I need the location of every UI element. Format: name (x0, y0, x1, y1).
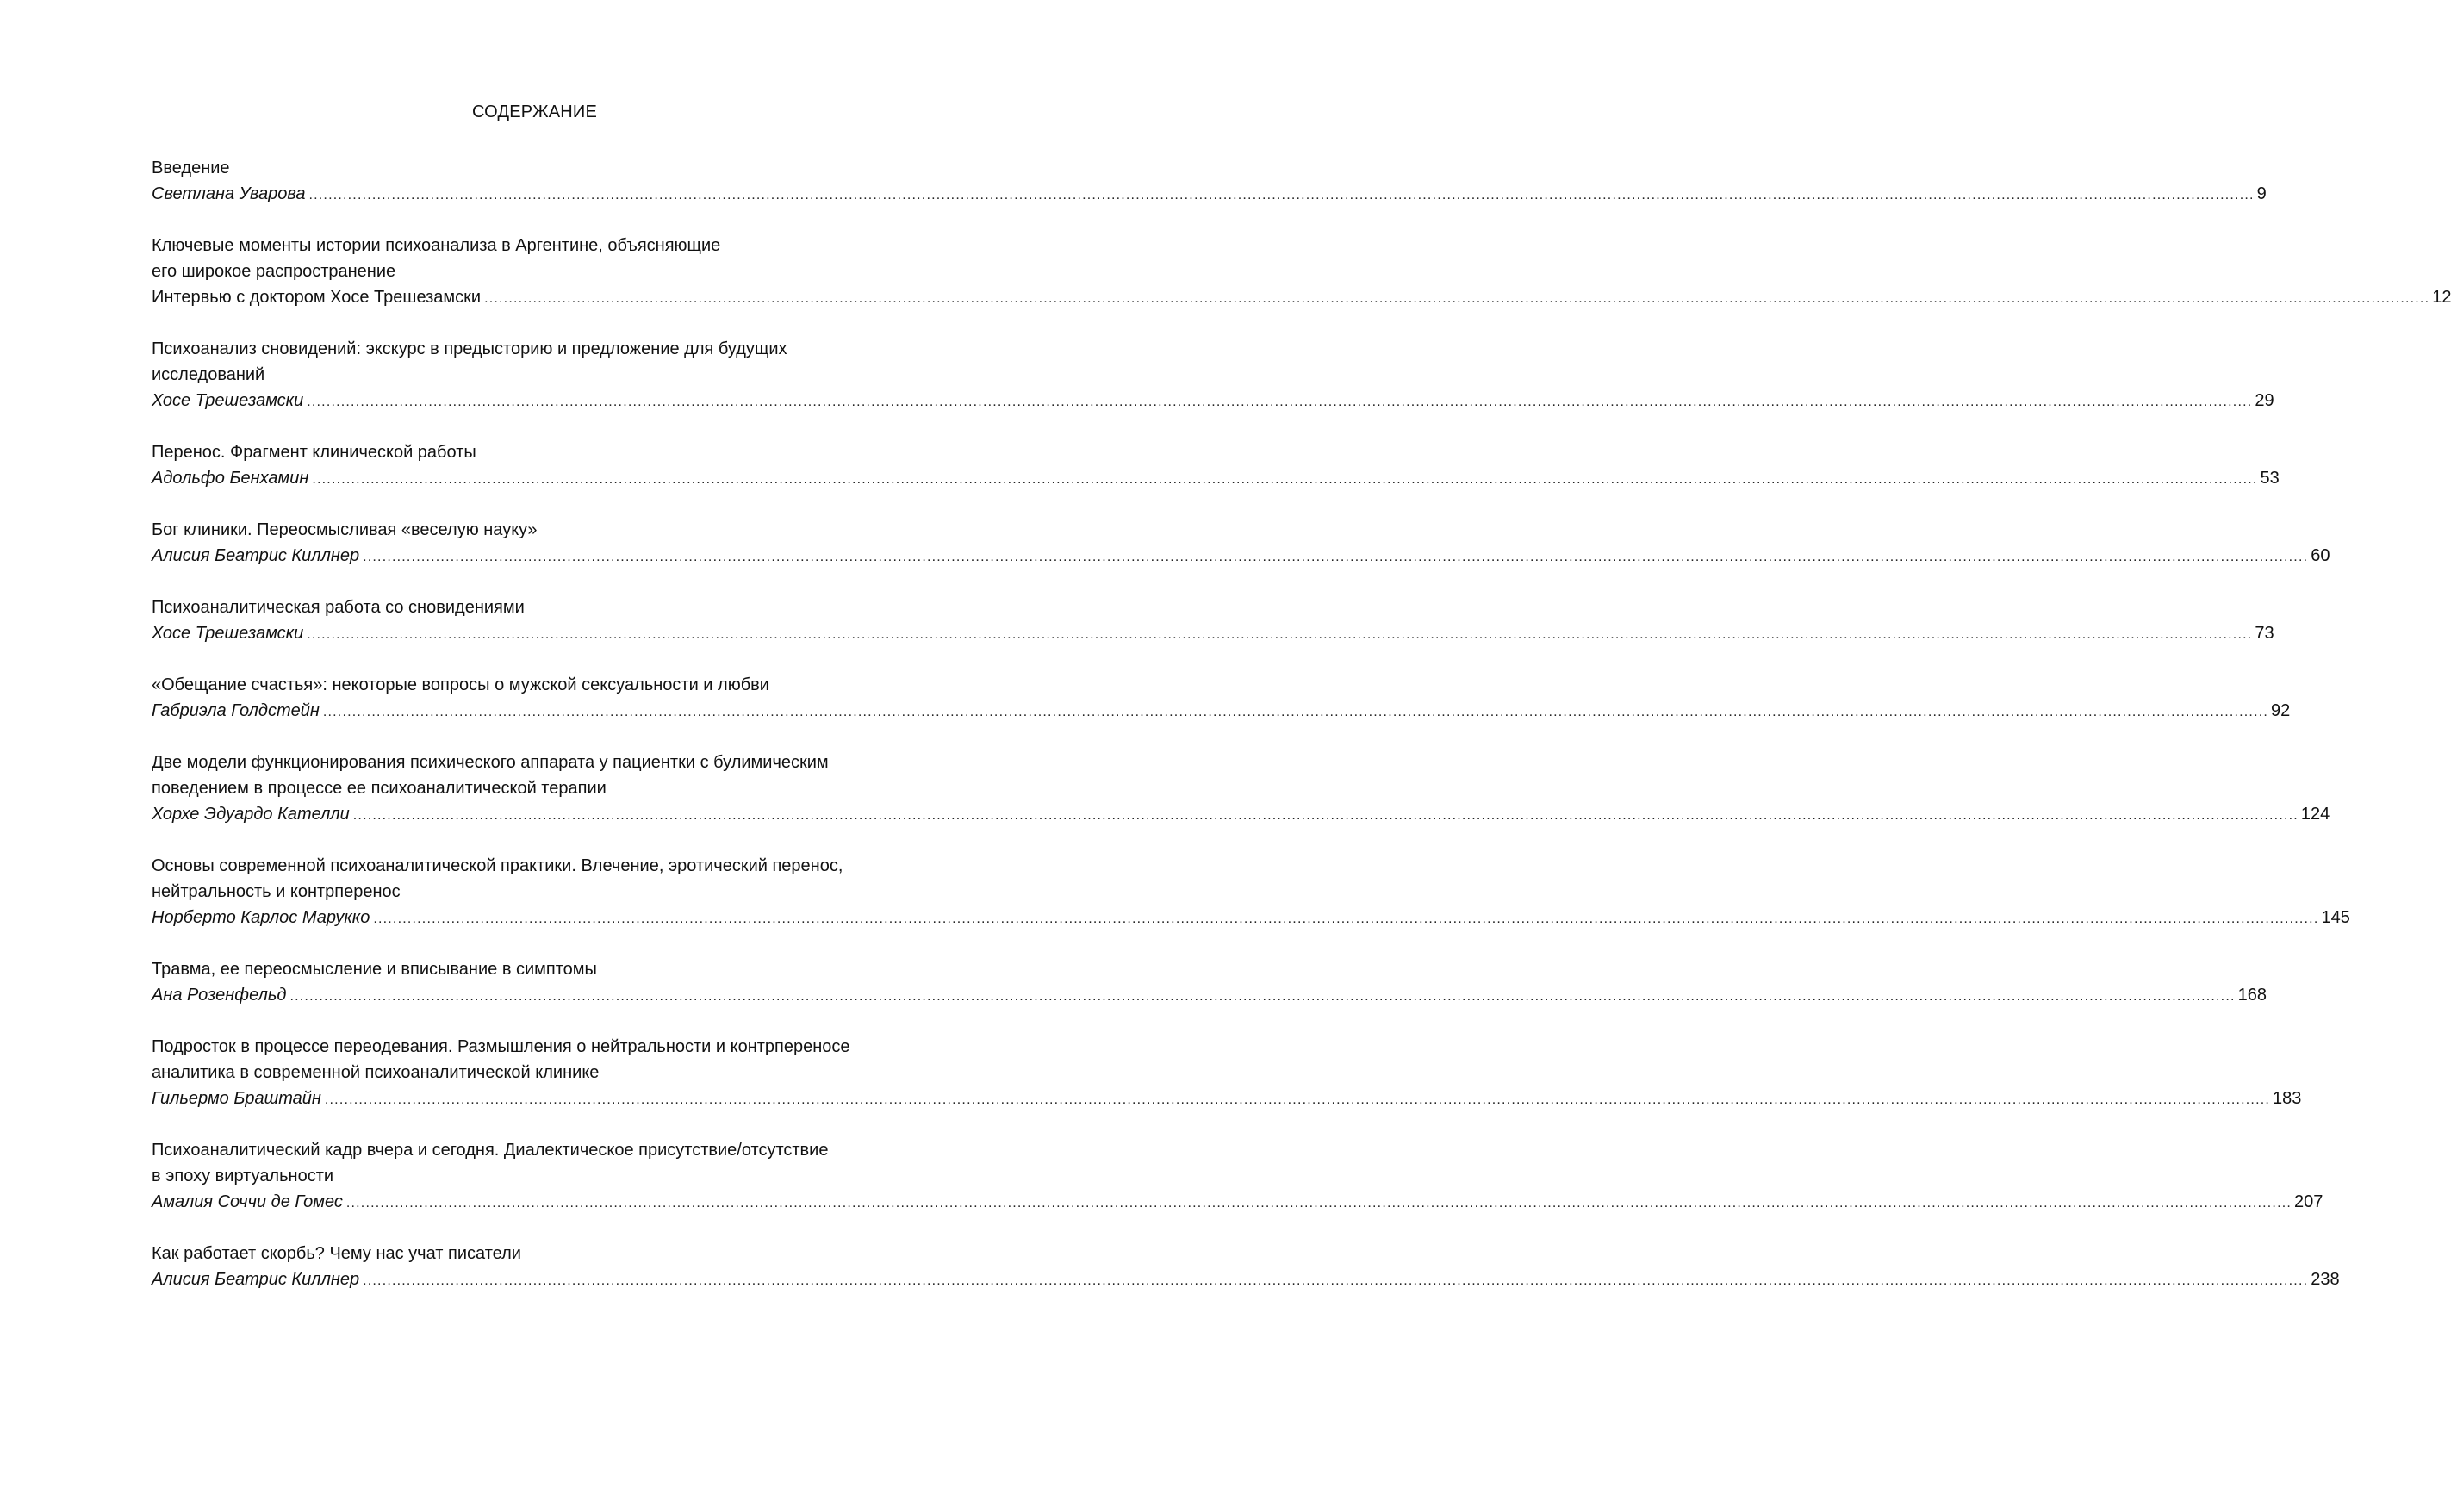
toc-entry-page-number: 92 (2271, 701, 2291, 720)
toc-entry-author: Амалия Соччи де Гомес (152, 1192, 343, 1211)
toc-entry[interactable] (152, 672, 2291, 724)
toc-entry-title: Подросток в процессе переодевания. Размышления о нейтральности и контрпереносе (152, 1037, 850, 1056)
toc-entry-page-number: 145 (2321, 908, 2350, 927)
dot-leader: ................................................................................................................................................................................................................................................................................................................................................................................................................ (308, 188, 2255, 202)
toc-entry-title: Травма, ее переосмысление и вписывание в симптомы (152, 960, 597, 979)
toc-heading: СОДЕРЖАНИЕ (471, 103, 598, 121)
toc-entry-author: Хорхе Эдуардо Кателли (152, 805, 350, 824)
toc-entry[interactable] (152, 233, 2451, 310)
toc-entry-author-line (152, 982, 2267, 1008)
dot-leader: ................................................................................................................................................................................................................................................................................................................................................................................................................ (324, 1092, 2271, 1107)
toc-entry-title: исследований (152, 365, 265, 384)
dot-leader: ................................................................................................................................................................................................................................................................................................................................................................................................................ (373, 912, 2319, 926)
toc-entry-title: его широкое распространение (152, 262, 396, 281)
toc-entry-author-line (152, 1189, 2323, 1215)
toc-entry-title: Основы современной психоаналитической практики. Влечение, эротический перенос, (152, 856, 843, 875)
toc-entry-title: Две модели функционирования психического аппарата у пациентки с булимическим (152, 753, 829, 772)
toc-entry-page-number: 238 (2311, 1270, 2340, 1289)
toc-entry-author-line (152, 1086, 2302, 1111)
toc-entry-page-number: 29 (2255, 391, 2274, 410)
toc-entry-author: Габриэла Голдстейн (152, 701, 320, 720)
toc-entry-page-number: 9 (2256, 184, 2267, 203)
toc-entry-title: Психоаналитическая работа со сновидениями (152, 598, 525, 617)
toc-entry-title: «Обещание счастья»: некоторые вопросы о мужской сексуальности и любви (152, 675, 769, 694)
toc-entry[interactable] (152, 517, 2330, 569)
toc-entry-author-line (152, 284, 2451, 310)
dot-leader: ................................................................................................................................................................................................................................................................................................................................................................................................................ (484, 291, 2430, 306)
toc-entry-author-line (152, 465, 2280, 491)
toc-entry-page-number: 60 (2311, 546, 2330, 565)
toc-entry-title: нейтральность и контрперенос (152, 882, 401, 901)
toc-entry[interactable] (152, 594, 2274, 646)
toc-entry-author: Интервью с доктором Хосе Трешезамски (152, 288, 482, 307)
dot-leader: ................................................................................................................................................................................................................................................................................................................................................................................................................ (345, 1196, 2292, 1210)
toc-entry[interactable] (152, 750, 2330, 827)
toc-entry-title: поведением в процессе ее психоаналитической терапии (152, 779, 607, 798)
toc-entry-page-number: 207 (2294, 1192, 2323, 1211)
toc-entry-author-line (152, 905, 2350, 930)
toc-entry-author: Алисия Беатрис Киллнер (152, 546, 360, 565)
toc-entry[interactable] (152, 439, 2280, 491)
toc-entry-page-number: 168 (2237, 986, 2267, 1005)
toc-entry-author: Ана Розенфельд (152, 986, 287, 1005)
toc-entry-title: в эпоху виртуальности (152, 1167, 334, 1185)
toc-entry[interactable] (152, 853, 2350, 930)
toc-entry-author: Гильермо Браштайн (152, 1089, 321, 1108)
toc-entry-title: Психоанализ сновидений: экскурс в предысторию и предложение для будущих (152, 339, 787, 358)
toc-entry-author: Светлана Уварова (152, 184, 306, 203)
toc-entry-author: Норберто Карлос Марукко (152, 908, 370, 927)
toc-entry-page-number: 53 (2260, 469, 2280, 488)
toc-entry-title: Как работает скорбь? Чему нас учат писатели (152, 1244, 521, 1263)
toc-entry-author-line (152, 620, 2274, 646)
toc-entry-title: Ключевые моменты истории психоанализа в Аргентине, объясняющие (152, 236, 721, 255)
toc-entry-page-number: 124 (2300, 805, 2330, 824)
dot-leader: ................................................................................................................................................................................................................................................................................................................................................................................................................ (322, 705, 2268, 719)
toc-entry-author: Алисия Беатрис Киллнер (152, 1270, 360, 1289)
dot-leader: ................................................................................................................................................................................................................................................................................................................................................................................................................ (307, 395, 2253, 409)
toc-entry[interactable] (152, 1241, 2340, 1292)
toc-entry-title: Перенос. Фрагмент клинической работы (152, 443, 476, 462)
toc-entry-author: Адольфо Бенхамин (152, 469, 309, 488)
toc-entry-author-line (152, 181, 2267, 207)
toc-entry[interactable] (152, 1137, 2323, 1215)
toc-entry-title: Бог клиники. Переосмысливая «веселую науку» (152, 520, 538, 539)
dot-leader: ................................................................................................................................................................................................................................................................................................................................................................................................................ (352, 808, 2299, 823)
toc-entry-title: аналитика в современной психоаналитической клинике (152, 1063, 600, 1082)
toc-entry[interactable] (152, 155, 2267, 207)
dot-leader: ................................................................................................................................................................................................................................................................................................................................................................................................................ (307, 627, 2253, 642)
dot-leader: ................................................................................................................................................................................................................................................................................................................................................................................................................ (312, 472, 2258, 487)
toc-entry-author-line (152, 543, 2330, 569)
dot-leader: ................................................................................................................................................................................................................................................................................................................................................................................................................ (363, 1273, 2309, 1288)
toc-entry-author-line (152, 388, 2274, 414)
toc-entry[interactable] (152, 336, 2274, 414)
toc-entry-title: Психоаналитический кадр вчера и сегодня. Диалектическое присутствие/отсутствие (152, 1141, 829, 1160)
table-of-contents (152, 155, 2451, 1318)
toc-entry-page-number: 73 (2255, 624, 2274, 643)
toc-entry[interactable] (152, 1034, 2302, 1111)
toc-entry-title: Введение (152, 159, 230, 177)
dot-leader: ................................................................................................................................................................................................................................................................................................................................................................................................................ (363, 550, 2309, 564)
dot-leader: ................................................................................................................................................................................................................................................................................................................................................................................................................ (289, 989, 2236, 1004)
toc-entry-author-line (152, 801, 2330, 827)
toc-entry-author: Хосе Трешезамски (152, 624, 304, 643)
toc-entry-page-number: 183 (2273, 1089, 2302, 1108)
toc-entry[interactable] (152, 956, 2267, 1008)
toc-entry-author: Хосе Трешезамски (152, 391, 304, 410)
toc-entry-author-line (152, 1266, 2340, 1292)
toc-entry-page-number: 12 (2432, 288, 2451, 307)
toc-entry-author-line (152, 698, 2291, 724)
